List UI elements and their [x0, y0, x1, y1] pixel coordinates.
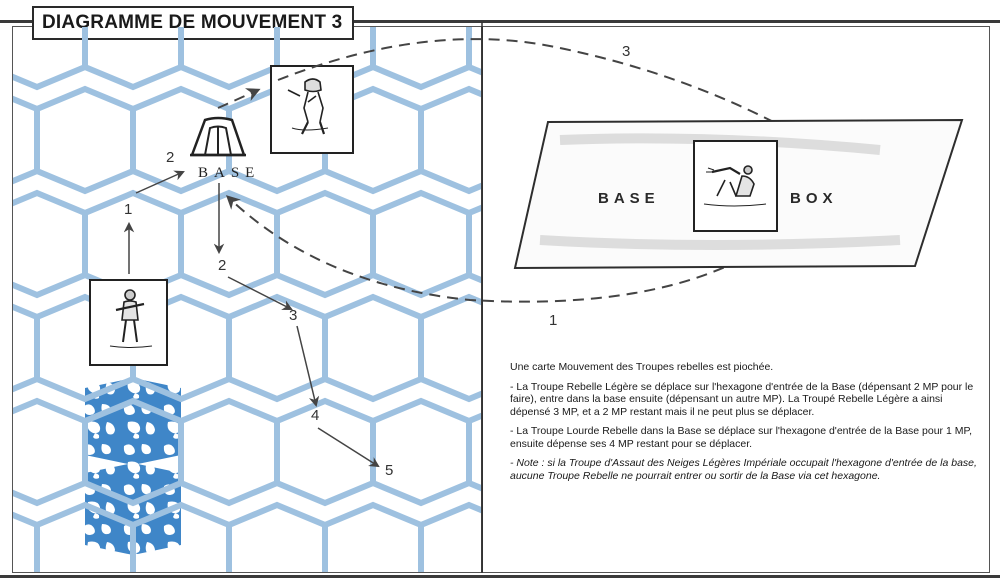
- hex-cell: [181, 0, 277, 87]
- base-box: [515, 120, 962, 268]
- gunner-counter: [694, 141, 777, 231]
- hex-cell: [325, 297, 421, 399]
- hex-cell: [229, 505, 325, 583]
- base-box-word-base: BASE: [598, 190, 660, 207]
- hex-cell: [469, 0, 565, 87]
- hex-cell: [0, 505, 37, 583]
- hex-cell: [373, 401, 469, 503]
- hex-cell: [517, 505, 613, 583]
- hex-cell: [181, 193, 277, 295]
- hex-cell: [421, 505, 517, 583]
- movement-description: [510, 361, 980, 489]
- hex-cell: [613, 505, 709, 583]
- snowtrooper-counter: [271, 66, 353, 153]
- description-heavy-troop: - La Troupe Lourde Rebelle dans la Base se déplace sur l'hexagone d'entrée de la Base pour 1 MP, ensuite dépense ses 4 MP restant pour se déplacer.: [510, 425, 973, 450]
- step-label-down-4: 4: [311, 407, 320, 424]
- hex-cell: [0, 89, 37, 191]
- rebel-heavy-path: [219, 183, 378, 466]
- step-label-down-2: 2: [218, 257, 227, 274]
- hex-cell: [181, 401, 277, 503]
- hex-cell: [421, 89, 517, 191]
- hex-cell: [277, 401, 373, 503]
- hex-cell: [85, 0, 181, 87]
- hex-cell: [0, 401, 85, 503]
- arc-from-box-label: 1: [549, 312, 558, 329]
- rebel-soldier-counter: [90, 280, 167, 365]
- hex-cell: [565, 0, 661, 87]
- base-box-word-box: BOX: [790, 190, 838, 207]
- base-label: BASE: [198, 165, 261, 181]
- description-light-troop: - La Troupe Rebelle Légère se déplace sur l'hexagone d'entrée de la Base (dépensant 2 MP pour le faire), entre dans la base ensuite (dépensant un autre MP). La Troupé Rebelle Légère a ainsi dépensé 3 MP, et a 2 MP restant mais il ne peut plus se déplacer.: [510, 380, 974, 418]
- step-label-up-1: 1: [124, 201, 133, 218]
- hex-cell: [37, 89, 133, 191]
- description-note: - Note : si la Troupe d'Assaut des Neiges Légères Impériale occupait l'hexagone d'entrée de la base, aucune Troupe Rebelle ne pourrait entrer ou sortir de la Base via cet hexagone.: [510, 457, 977, 482]
- hex-cell: [0, 0, 85, 87]
- step-label-down-3: 3: [289, 307, 298, 324]
- hex-cell: [421, 297, 517, 399]
- diagram-title: DIAGRAMME DE MOUVEMENT 3: [32, 6, 354, 40]
- hex-cell: [325, 505, 421, 583]
- hex-cell: [373, 193, 469, 295]
- hex-cell: [0, 297, 37, 399]
- step-label-up-2: 2: [166, 149, 175, 166]
- base-tent-icon: [190, 118, 246, 155]
- description-intro: Une carte Mouvement des Troupes rebelles est piochée.: [510, 361, 774, 373]
- hex-cell: [0, 193, 85, 295]
- hex-cell: [277, 193, 373, 295]
- arc-to-box-label: 3: [622, 43, 631, 60]
- hex-cell: [373, 0, 469, 87]
- step-label-down-5: 5: [385, 462, 394, 479]
